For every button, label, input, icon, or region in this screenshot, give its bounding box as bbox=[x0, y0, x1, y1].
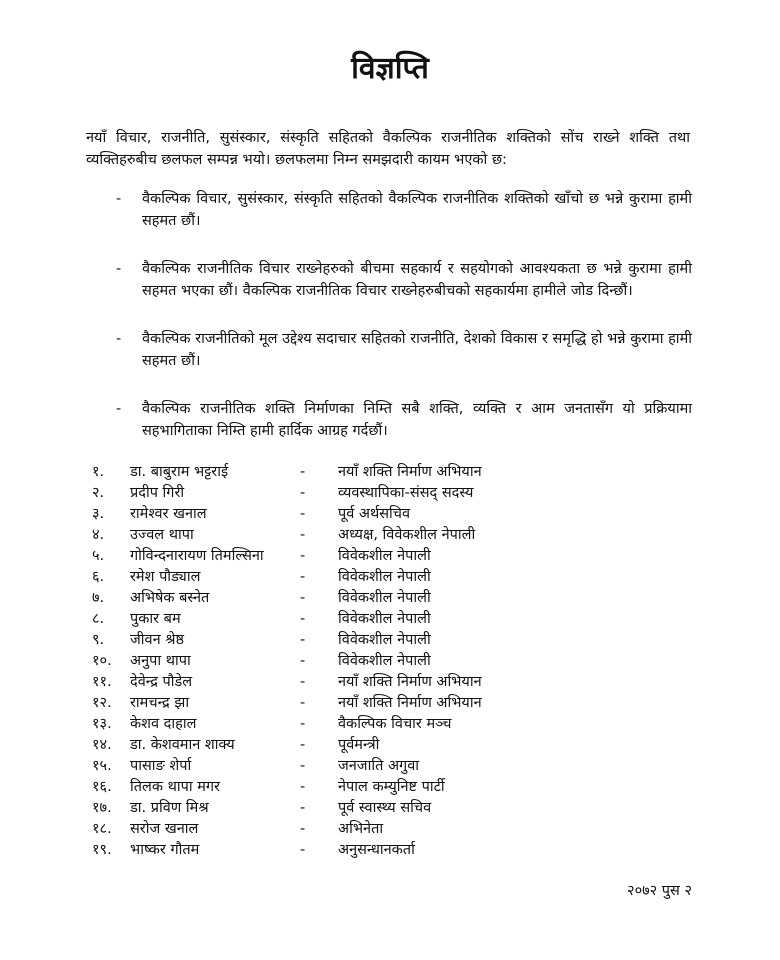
signatory-name: जीवन श्रेष्ठ bbox=[130, 632, 185, 648]
separator-dash: - bbox=[300, 506, 306, 522]
separator-dash: - bbox=[300, 674, 306, 690]
separator-dash: - bbox=[300, 779, 306, 795]
separator-dash: - bbox=[300, 485, 306, 501]
signatory-affiliation: अभिनेता bbox=[338, 821, 384, 837]
signatory-name: अभिषेक बस्नेत bbox=[130, 590, 210, 606]
signatory-row bbox=[86, 798, 586, 819]
separator-dash: - bbox=[300, 821, 306, 837]
signatory-row bbox=[86, 567, 586, 588]
agreement-point bbox=[116, 258, 692, 302]
signatory-affiliation: पूर्व अर्थसचिव bbox=[338, 506, 411, 522]
separator-dash: - bbox=[300, 758, 306, 774]
signatory-name: प्रदीप गिरी bbox=[130, 485, 185, 501]
signatory-number: १४. bbox=[92, 737, 112, 753]
signatory-number: १२. bbox=[92, 695, 112, 711]
separator-dash: - bbox=[300, 653, 306, 669]
signatory-number: २. bbox=[92, 485, 105, 501]
signatory-number: ३. bbox=[92, 506, 105, 522]
signatory-affiliation: विवेकशील नेपाली bbox=[338, 653, 431, 669]
signatory-number: ४. bbox=[92, 527, 105, 543]
bullet-dash: - bbox=[116, 191, 122, 207]
agreement-point bbox=[116, 188, 692, 232]
signatory-name: तिलक थापा मगर bbox=[130, 779, 220, 795]
separator-dash: - bbox=[300, 527, 306, 543]
signatory-number: १३. bbox=[92, 716, 112, 732]
signatory-affiliation: व्यवस्थापिका-संसद् सदस्य bbox=[338, 485, 474, 501]
separator-dash: - bbox=[300, 464, 306, 480]
signatory-row bbox=[86, 840, 586, 861]
signatory-number: १९. bbox=[92, 842, 112, 858]
signatory-row bbox=[86, 651, 586, 672]
signatory-name: डा. केशवमान शाक्य bbox=[130, 737, 235, 753]
signatory-number: १५. bbox=[92, 758, 112, 774]
signatory-name: पासाङ शेर्पा bbox=[130, 758, 192, 774]
intro-paragraph: नयाँ विचार, राजनीति, सुसंस्कार, संस्कृति सहितको वैकल्पिक राजनीतिक शक्तिको सोंच राख्ने शक्ति तथा व्यक्तिहरुबीच छलफल सम्पन्न भयो। छलफलमा निम्न समझदारी कायम भएको छ: bbox=[86, 130, 690, 168]
signatory-row bbox=[86, 672, 586, 693]
signatory-affiliation: पूर्वमन्त्री bbox=[338, 737, 380, 753]
separator-dash: - bbox=[300, 632, 306, 648]
signatory-affiliation: विवेकशील नेपाली bbox=[338, 569, 431, 585]
separator-dash: - bbox=[300, 695, 306, 711]
signatory-affiliation: विवेकशील नेपाली bbox=[338, 611, 431, 627]
signatory-affiliation: नयाँ शक्ति निर्माण अभियान bbox=[338, 464, 482, 480]
signatory-row bbox=[86, 609, 586, 630]
signatory-name: पुकार बम bbox=[130, 611, 181, 627]
signatory-number: १७. bbox=[92, 800, 112, 816]
signatory-name: रमेश पौड्याल bbox=[130, 569, 201, 585]
signatory-row bbox=[86, 504, 586, 525]
separator-dash: - bbox=[300, 737, 306, 753]
signatory-name: डा. बाबुराम भट्टराई bbox=[130, 464, 229, 480]
point-text: वैकल्पिक राजनीतिक विचार राख्नेहरुको बीचमा सहकार्य र सहयोगको आवश्यकता छ भन्ने कुरामा हामी सहमत भएका छौं। वैकल्पिक राजनीतिक विचार राख्नेहरुबीचको सहकार्यमा हामीले जोड दिन्छौं। bbox=[142, 261, 692, 299]
signatory-number: ९. bbox=[92, 632, 105, 648]
separator-dash: - bbox=[300, 716, 306, 732]
signatory-affiliation: पूर्व स्वास्थ्य सचिव bbox=[338, 800, 432, 816]
signatory-name: अनुपा थापा bbox=[130, 653, 191, 669]
separator-dash: - bbox=[300, 548, 306, 564]
separator-dash: - bbox=[300, 611, 306, 627]
signatory-affiliation: नयाँ शक्ति निर्माण अभियान bbox=[338, 674, 482, 690]
signatory-row bbox=[86, 483, 586, 504]
signatory-name: रामेश्वर खनाल bbox=[130, 506, 207, 522]
signatory-affiliation: विवेकशील नेपाली bbox=[338, 632, 431, 648]
signatory-name: भाष्कर गौतम bbox=[130, 842, 200, 858]
signatory-row bbox=[86, 546, 586, 567]
point-text: वैकल्पिक विचार, सुसंस्कार, संस्कृति सहितको वैकल्पिक राजनीतिक शक्तिको खाँचो छ भन्ने कुरामा हामी सहमत छौं। bbox=[142, 191, 692, 229]
separator-dash: - bbox=[300, 800, 306, 816]
signatory-row bbox=[86, 735, 586, 756]
signatory-row bbox=[86, 588, 586, 609]
signatory-affiliation: वैकल्पिक विचार मञ्च bbox=[338, 716, 452, 732]
signatory-number: १८. bbox=[92, 821, 112, 837]
separator-dash: - bbox=[300, 569, 306, 585]
page-title: विज्ञप्ति bbox=[351, 51, 429, 86]
signatory-name: देवेन्द्र पौडेल bbox=[130, 674, 193, 690]
signatory-affiliation: नेपाल कम्युनिष्ट पार्टी bbox=[338, 779, 445, 795]
signatory-name: गोविन्दनारायण तिमल्सिना bbox=[130, 548, 264, 564]
agreement-point bbox=[116, 328, 692, 372]
signatory-affiliation: नयाँ शक्ति निर्माण अभियान bbox=[338, 695, 482, 711]
signatory-name: सरोज खनाल bbox=[130, 821, 199, 837]
signatory-number: ८. bbox=[92, 611, 105, 627]
signatory-row bbox=[86, 819, 586, 840]
agreement-points bbox=[116, 188, 692, 468]
signatory-row bbox=[86, 777, 586, 798]
point-text: वैकल्पिक राजनीतिक शक्ति निर्माणका निम्ति सबै शक्ति, व्यक्ति र आम जनतासँग यो प्रक्रियामा सहभागिताका निम्ति हामी हार्दिक आग्रह गर्दछौं। bbox=[142, 401, 692, 439]
signatory-row bbox=[86, 756, 586, 777]
signatory-number: ५. bbox=[92, 548, 105, 564]
signatory-name: रामचन्द्र झा bbox=[130, 695, 190, 711]
signatory-row bbox=[86, 525, 586, 546]
separator-dash: - bbox=[300, 842, 306, 858]
bullet-dash: - bbox=[116, 331, 122, 347]
issue-date: २०७२ पुस २ bbox=[627, 883, 692, 899]
signatory-affiliation: अनुसन्धानकर्ता bbox=[338, 842, 415, 858]
agreement-point bbox=[116, 398, 692, 442]
bullet-dash: - bbox=[116, 261, 122, 277]
signatory-affiliation: अध्यक्ष, विवेकशील नेपाली bbox=[338, 527, 476, 543]
signatory-number: १. bbox=[92, 464, 105, 480]
signatory-number: ६. bbox=[92, 569, 105, 585]
signatory-name: केशव दाहाल bbox=[130, 716, 197, 732]
signatory-row bbox=[86, 714, 586, 735]
signatory-number: १०. bbox=[92, 653, 112, 669]
signatory-affiliation: जनजाति अगुवा bbox=[338, 758, 420, 774]
signatory-number: ११. bbox=[92, 674, 112, 690]
signatory-row bbox=[86, 462, 586, 483]
signatory-number: १६. bbox=[92, 779, 112, 795]
bullet-dash: - bbox=[116, 401, 122, 417]
signatory-row bbox=[86, 630, 586, 651]
signatory-name: डा. प्रविण मिश्र bbox=[130, 800, 209, 816]
signatory-list bbox=[86, 462, 586, 861]
signatory-affiliation: विवेकशील नेपाली bbox=[338, 548, 431, 564]
signatory-row bbox=[86, 693, 586, 714]
signatory-number: ७. bbox=[92, 590, 105, 606]
signatory-affiliation: विवेकशील नेपाली bbox=[338, 590, 431, 606]
point-text: वैकल्पिक राजनीतिको मूल उद्देश्य सदाचार सहितको राजनीति, देशको विकास र समृद्धि हो भन्ने कुरामा हामी सहमत छौं। bbox=[142, 331, 692, 369]
signatory-name: उज्वल थापा bbox=[130, 527, 194, 543]
separator-dash: - bbox=[300, 590, 306, 606]
